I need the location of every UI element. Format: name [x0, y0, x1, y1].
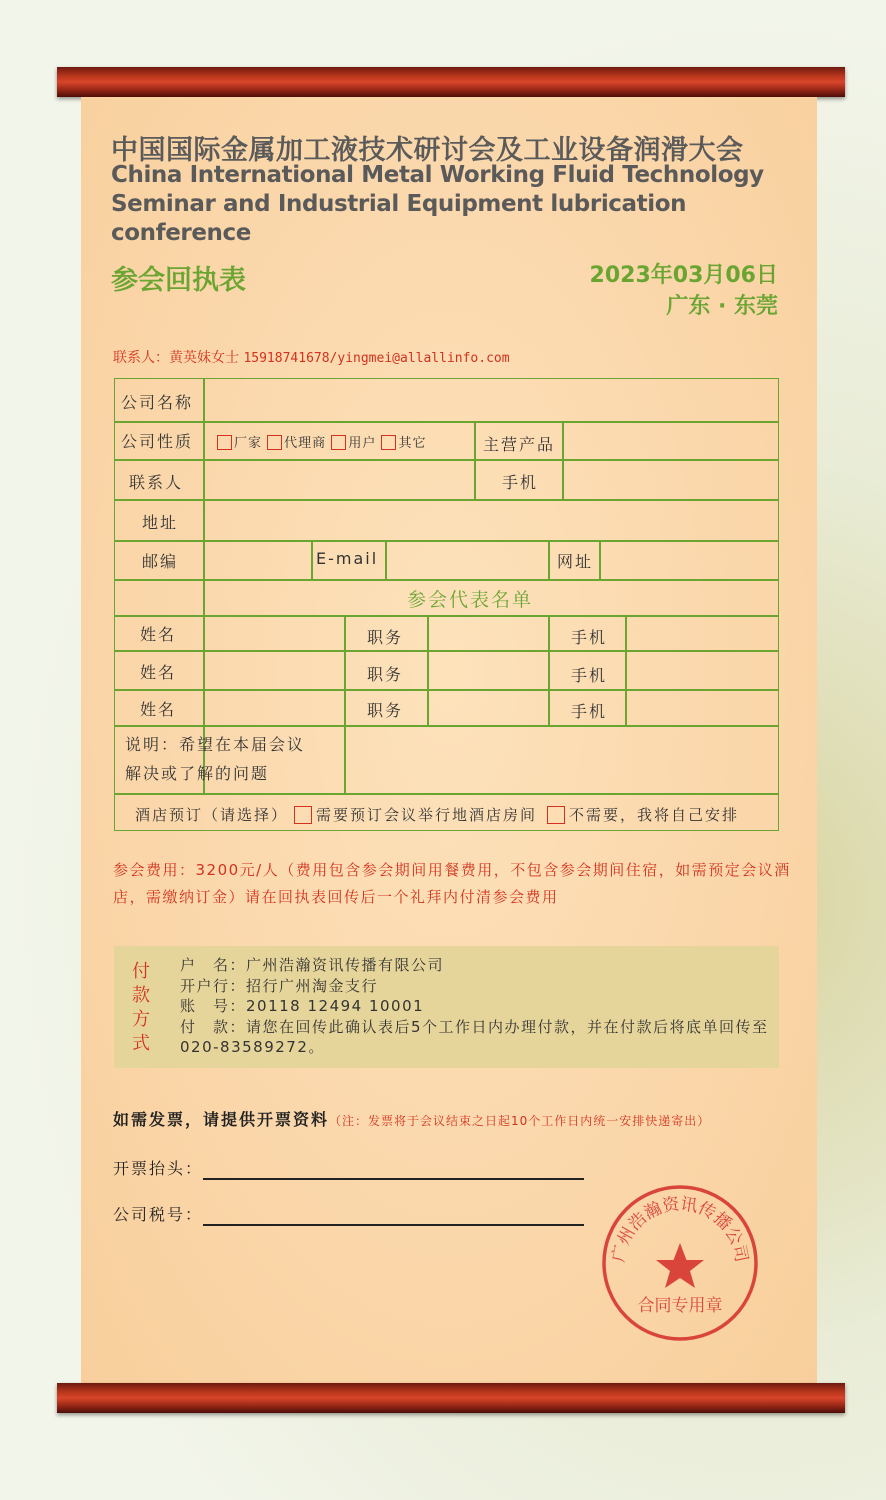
company-type-label: 公司性质 — [121, 432, 194, 451]
payment-bank: 开户行：招行广州淘金支行 — [180, 976, 379, 995]
delegate-position-label-2: 职务 — [367, 665, 404, 684]
contact-person-label: 联系人 — [129, 473, 184, 492]
delegate-position-label-3: 职务 — [367, 701, 404, 720]
seal-ring-text: 广州浩瀚资讯传播公司 — [608, 1194, 752, 1264]
delegate-name-label-1: 姓名 — [140, 625, 177, 644]
remark-label-2: 解决或了解的问题 — [125, 764, 270, 783]
mobile-input[interactable] — [564, 461, 777, 499]
payment-label: 付款方式 — [132, 961, 150, 1054]
company-name-input[interactable] — [205, 379, 777, 421]
company-seal — [600, 1183, 760, 1343]
email-label: E-mail — [316, 549, 379, 568]
checkbox-agent[interactable] — [267, 435, 282, 450]
fee-note: 参会费用：3200元/人（费用包含参会期间用餐费用，不包含参会期间住宿，如需预定会议酒店，需缴纳订金）请在回执表回传后一个礼拜内付清参会费用 — [113, 861, 791, 906]
form-title: 参会回执表 — [111, 265, 246, 296]
scroll-rod-bottom — [57, 1383, 845, 1413]
postcode-label: 邮编 — [142, 552, 179, 571]
contact-line — [113, 347, 510, 367]
remark-input[interactable] — [346, 727, 777, 793]
conference-place: 广东 · 东莞 — [666, 294, 778, 319]
conference-title-en: China International Metal Working Fluid Technology Seminar and Industrial Equipment lubrication conference — [111, 162, 764, 246]
hotel-label: 酒店预订（请选择） — [135, 806, 289, 824]
address-input[interactable] — [205, 501, 777, 540]
contact-label: 联系人：黄英妹女士 — [113, 350, 244, 366]
registration-form — [114, 378, 779, 831]
delegate-name-label-3: 姓名 — [140, 700, 177, 719]
website-label: 网址 — [557, 552, 594, 571]
seal-star-icon — [656, 1243, 704, 1288]
invoice-header-label: 开票抬头： — [113, 1159, 204, 1178]
tax-id-input[interactable] — [203, 1224, 584, 1226]
delegate-mobile-label-1: 手机 — [571, 628, 608, 647]
postcode-input[interactable] — [205, 542, 311, 579]
website-input[interactable] — [601, 542, 777, 579]
delegate-mobile-label-2: 手机 — [571, 666, 608, 685]
checkbox-other[interactable] — [381, 435, 396, 450]
checkbox-user[interactable] — [331, 435, 346, 450]
payment-account-name: 户 名：广州浩瀚资讯传播有限公司 — [180, 956, 445, 974]
remark-label-1: 说明：希望在本届会议 — [125, 735, 306, 754]
checkbox-hotel-needed[interactable] — [294, 806, 312, 824]
invoice-heading — [113, 1107, 710, 1130]
conference-date: 2023年03月06日 — [589, 263, 778, 288]
contact-details: 15918741678/yingmei@allallinfo.com — [243, 351, 510, 366]
main-product-label: 主营产品 — [483, 435, 556, 454]
hotel-option-2: 不需要，我将自己安排 — [569, 806, 740, 824]
address-label: 地址 — [142, 513, 179, 532]
scroll-rod-top — [57, 67, 845, 97]
seal-bottom-text: 合同专用章 — [637, 1296, 723, 1316]
payment-details — [180, 955, 775, 1058]
delegates-title: 参会代表名单 — [407, 589, 534, 611]
email-input[interactable] — [387, 542, 548, 579]
checkbox-factory[interactable] — [217, 435, 232, 450]
checkbox-hotel-not-needed[interactable] — [547, 806, 565, 824]
payment-instruction: 付 款：请您在回传此确认表后5个工作日内办理付款，并在付款后将底单回传至020-83589272。 — [180, 1017, 769, 1056]
hotel-row — [135, 804, 739, 825]
delegate-mobile-label-3: 手机 — [571, 702, 608, 721]
hotel-option-1: 需要预订会议举行地酒店房间 — [316, 806, 538, 824]
invoice-title: 如需发票，请提供开票资料 — [113, 1110, 330, 1129]
delegate-position-label-1: 职务 — [367, 628, 404, 647]
contact-person-input[interactable] — [205, 461, 474, 499]
delegate-name-label-2: 姓名 — [140, 663, 177, 682]
invoice-note: （注：发票将于会议结束之日起10个工作日内统一安排快递寄出） — [329, 1114, 711, 1128]
mobile-label: 手机 — [502, 473, 539, 492]
company-type-options: 厂家 代理商 用户 其它 — [217, 432, 426, 451]
main-product-input[interactable] — [564, 422, 777, 459]
company-name-label: 公司名称 — [121, 393, 194, 412]
conference-title-zh: 中国国际金属加工液技术研讨会及工业设备润滑大会 — [111, 135, 744, 166]
invoice-header-input[interactable] — [203, 1178, 584, 1180]
tax-id-label: 公司税号： — [113, 1205, 204, 1224]
payment-account-no: 账 号：20118 12494 10001 — [180, 997, 425, 1015]
